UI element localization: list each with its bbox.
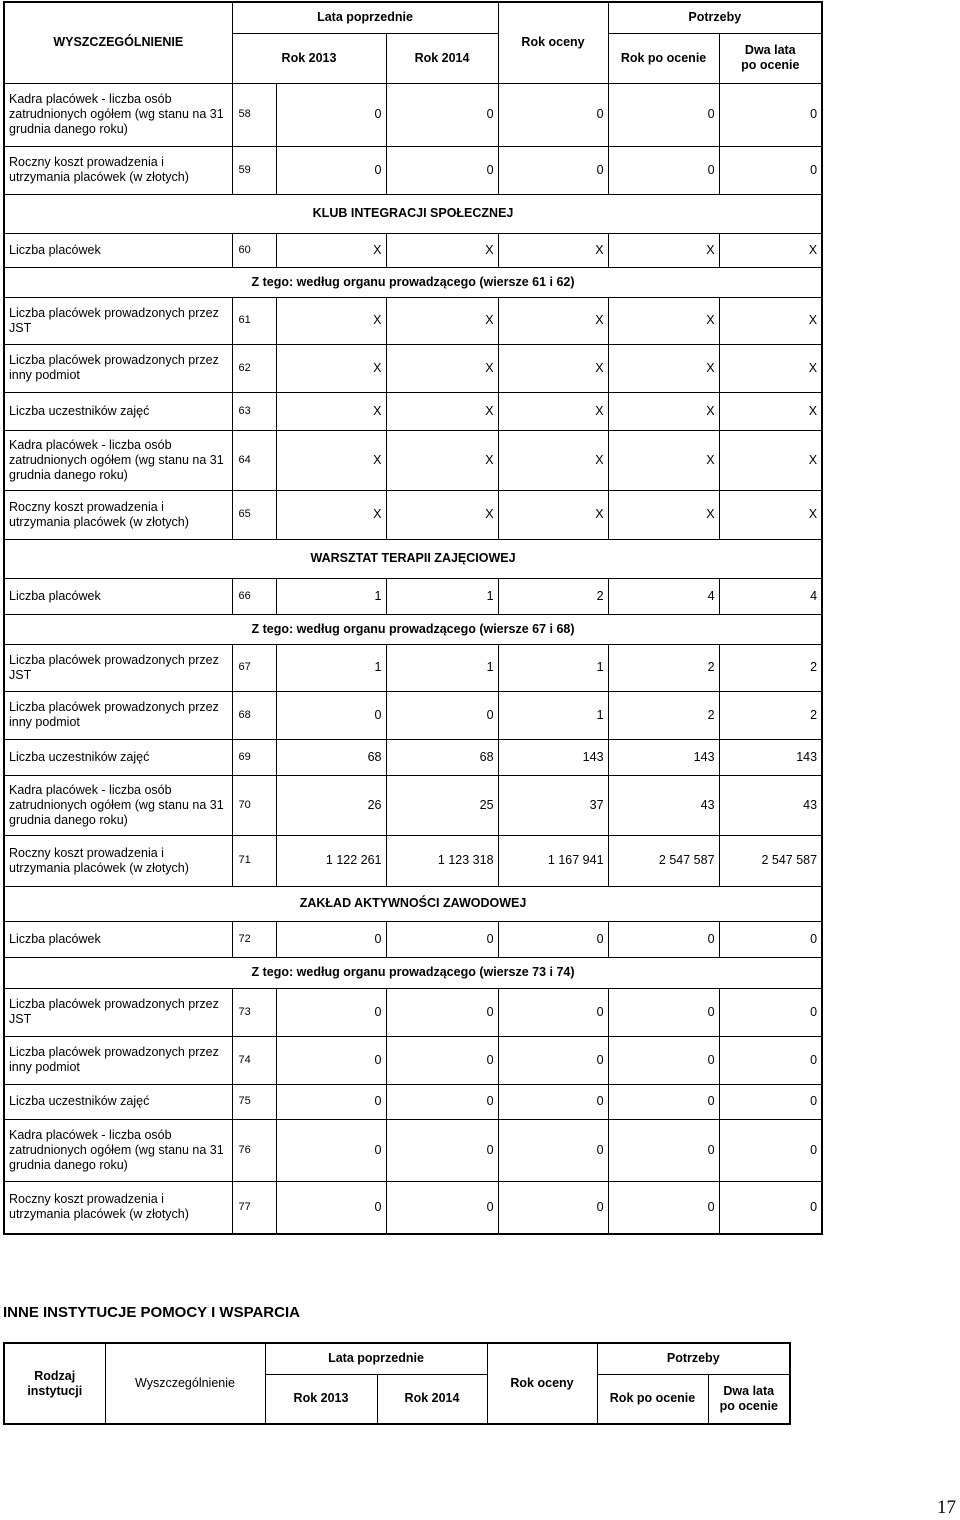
row-value: 0	[386, 921, 498, 957]
row-value: 68	[276, 739, 386, 775]
row-value: 0	[386, 691, 498, 739]
row-value: 0	[498, 1181, 608, 1234]
row-value: 0	[386, 83, 498, 146]
row-value: 0	[719, 1084, 822, 1119]
row-value: 0	[608, 1084, 719, 1119]
row-value: 4	[608, 578, 719, 614]
section-title: ZAKŁAD AKTYWNOŚCI ZAWODOWEJ	[4, 886, 822, 921]
row-number: 75	[232, 1084, 276, 1119]
subheader-row	[4, 267, 822, 297]
header-rok-2013-2: Rok 2013	[265, 1374, 377, 1424]
row-value: X	[276, 430, 386, 490]
row-value: 0	[276, 83, 386, 146]
header-dwa-lata-line2: po ocenie	[741, 58, 800, 72]
table-row	[4, 430, 822, 490]
row-number: 66	[232, 578, 276, 614]
row-value: 0	[276, 921, 386, 957]
header-wyszczegolnienie: WYSZCZEGÓLNIENIE	[4, 2, 232, 83]
row-value: 0	[276, 691, 386, 739]
row-value: X	[608, 392, 719, 430]
row-number: 58	[232, 83, 276, 146]
table-row	[4, 83, 822, 146]
row-value: 0	[608, 1119, 719, 1181]
row-number: 77	[232, 1181, 276, 1234]
row-label: Liczba placówek	[4, 921, 232, 957]
table-row	[4, 490, 822, 539]
header-lata-poprzednie-2: Lata poprzednie	[265, 1343, 487, 1374]
row-value: 0	[386, 1181, 498, 1234]
table-row	[4, 146, 822, 194]
row-value: X	[386, 297, 498, 344]
header-potrzeby-2: Potrzeby	[597, 1343, 790, 1374]
header-dwa-lata-line1: Dwa lata	[744, 43, 796, 57]
header-rok-2014: Rok 2014	[386, 33, 498, 83]
header-rok-po-ocenie: Rok po ocenie	[608, 33, 719, 83]
row-label: Liczba placówek prowadzonych przez inny podmiot	[4, 344, 232, 392]
row-value: X	[276, 392, 386, 430]
row-value: X	[719, 490, 822, 539]
row-label: Roczny koszt prowadzenia i utrzymania placówek (w złotych)	[4, 146, 232, 194]
row-label: Roczny koszt prowadzenia i utrzymania placówek (w złotych)	[4, 1181, 232, 1234]
header-dwa-lata-2-line1: Dwa lata	[723, 1383, 775, 1398]
row-number: 70	[232, 775, 276, 835]
table-row	[4, 739, 822, 775]
row-value: 1	[276, 578, 386, 614]
row-value: 4	[719, 578, 822, 614]
row-value: X	[608, 490, 719, 539]
row-label: Liczba placówek prowadzonych przez JST	[4, 644, 232, 691]
table-row	[4, 1036, 822, 1084]
row-label: Kadra placówek - liczba osób zatrudnionych ogółem (wg stanu na 31 grudnia danego roku)	[4, 775, 232, 835]
row-value: 0	[498, 1036, 608, 1084]
row-value: X	[719, 430, 822, 490]
table-row	[4, 297, 822, 344]
row-value: 2	[719, 691, 822, 739]
row-value: 0	[276, 1036, 386, 1084]
main-table-body	[4, 83, 822, 1234]
row-value: X	[498, 233, 608, 267]
row-value: 0	[719, 146, 822, 194]
row-value: 0	[719, 1036, 822, 1084]
section-title: WARSZTAT TERAPII ZAJĘCIOWEJ	[4, 539, 822, 578]
row-label: Liczba uczestników zajęć	[4, 739, 232, 775]
row-value: 1 122 261	[276, 835, 386, 886]
row-value: 0	[608, 1181, 719, 1234]
row-value: 0	[276, 146, 386, 194]
row-value: 0	[608, 988, 719, 1036]
row-number: 76	[232, 1119, 276, 1181]
row-value: 0	[386, 988, 498, 1036]
row-number: 64	[232, 430, 276, 490]
row-value: 0	[276, 1119, 386, 1181]
row-value: 0	[498, 921, 608, 957]
row-number: 67	[232, 644, 276, 691]
row-value: X	[608, 344, 719, 392]
row-value: 143	[719, 739, 822, 775]
row-value: 43	[719, 775, 822, 835]
table-row	[4, 1084, 822, 1119]
row-number: 71	[232, 835, 276, 886]
row-value: 2 547 587	[608, 835, 719, 886]
row-value: 0	[719, 921, 822, 957]
row-number: 62	[232, 344, 276, 392]
page-number: 17	[937, 1497, 956, 1518]
row-label: Liczba uczestników zajęć	[4, 392, 232, 430]
row-value: X	[608, 430, 719, 490]
row-value: 2	[608, 691, 719, 739]
row-value: 1	[498, 644, 608, 691]
table-row	[4, 988, 822, 1036]
subheader-text: Z tego: według organu prowadzącego (wiersze 73 i 74)	[4, 957, 822, 988]
row-number: 61	[232, 297, 276, 344]
row-number: 59	[232, 146, 276, 194]
row-value: X	[276, 490, 386, 539]
row-value: X	[386, 233, 498, 267]
row-value: X	[276, 344, 386, 392]
row-value: 0	[498, 83, 608, 146]
subheader-text: Z tego: według organu prowadzącego (wiersze 61 i 62)	[4, 267, 822, 297]
row-value: 0	[608, 921, 719, 957]
row-number: 69	[232, 739, 276, 775]
section-row	[4, 539, 822, 578]
row-value: 2	[498, 578, 608, 614]
header-rodzaj-line2: instytucji	[27, 1383, 83, 1398]
row-value: 143	[498, 739, 608, 775]
row-value: X	[386, 344, 498, 392]
section-row	[4, 194, 822, 233]
header-wyszczegolnienie-2: Wyszczególnienie	[105, 1343, 265, 1424]
header-dwa-lata	[719, 33, 822, 83]
row-value: 1	[386, 644, 498, 691]
header-rodzaj-instytucji	[4, 1343, 105, 1424]
row-value: 0	[719, 1181, 822, 1234]
row-label: Liczba placówek prowadzonych przez inny podmiot	[4, 691, 232, 739]
row-value: 0	[276, 1181, 386, 1234]
row-value: X	[498, 392, 608, 430]
row-label: Kadra placówek - liczba osób zatrudnionych ogółem (wg stanu na 31 grudnia danego roku)	[4, 1119, 232, 1181]
row-value: 0	[498, 1084, 608, 1119]
row-value: 0	[608, 146, 719, 194]
row-label: Liczba placówek prowadzonych przez JST	[4, 988, 232, 1036]
main-table	[3, 1, 823, 1235]
row-value: 26	[276, 775, 386, 835]
row-number: 68	[232, 691, 276, 739]
subheader-row	[4, 614, 822, 644]
row-value: X	[608, 233, 719, 267]
row-value: 2	[719, 644, 822, 691]
table-row	[4, 644, 822, 691]
row-value: 1	[276, 644, 386, 691]
row-value: 0	[719, 83, 822, 146]
header-rodzaj-line1: Rodzaj	[34, 1368, 76, 1383]
row-number: 73	[232, 988, 276, 1036]
table-row	[4, 578, 822, 614]
row-value: 1 123 318	[386, 835, 498, 886]
row-value: X	[498, 344, 608, 392]
table-row	[4, 344, 822, 392]
row-value: 0	[386, 1119, 498, 1181]
row-number: 63	[232, 392, 276, 430]
row-number: 65	[232, 490, 276, 539]
row-value: 1 167 941	[498, 835, 608, 886]
table-row	[4, 392, 822, 430]
row-value: 0	[719, 988, 822, 1036]
table-row	[4, 921, 822, 957]
header-rok-2014-2: Rok 2014	[377, 1374, 487, 1424]
row-value: X	[276, 297, 386, 344]
row-value: 0	[608, 1036, 719, 1084]
row-value: 0	[498, 1119, 608, 1181]
row-value: 0	[386, 1036, 498, 1084]
header-dwa-lata-2-line2: po ocenie	[719, 1398, 778, 1413]
header-potrzeby: Potrzeby	[608, 2, 822, 33]
subheader-row	[4, 957, 822, 988]
header-rok-oceny: Rok oceny	[498, 2, 608, 83]
section-title: KLUB INTEGRACJI SPOŁECZNEJ	[4, 194, 822, 233]
row-value: 25	[386, 775, 498, 835]
row-value: 0	[386, 1084, 498, 1119]
row-value: 143	[608, 739, 719, 775]
table-row	[4, 1181, 822, 1234]
row-number: 74	[232, 1036, 276, 1084]
row-value: 43	[608, 775, 719, 835]
row-value: 1	[386, 578, 498, 614]
row-value: X	[719, 344, 822, 392]
row-value: 68	[386, 739, 498, 775]
row-value: X	[498, 297, 608, 344]
header-dwa-lata-2	[708, 1374, 790, 1424]
row-value: X	[276, 233, 386, 267]
row-value: 37	[498, 775, 608, 835]
table-row	[4, 691, 822, 739]
row-label: Liczba placówek	[4, 578, 232, 614]
section-title-inne-instytucje: INNE INSTYTUCJE POMOCY I WSPARCIA	[3, 1304, 300, 1321]
table-row	[4, 775, 822, 835]
row-value: 0	[498, 988, 608, 1036]
row-value: X	[498, 490, 608, 539]
row-label: Roczny koszt prowadzenia i utrzymania placówek (w złotych)	[4, 490, 232, 539]
row-value: 0	[498, 146, 608, 194]
row-value: X	[608, 297, 719, 344]
row-label: Roczny koszt prowadzenia i utrzymania placówek (w złotych)	[4, 835, 232, 886]
table-row	[4, 233, 822, 267]
row-number: 60	[232, 233, 276, 267]
table-row	[4, 1119, 822, 1181]
row-label: Kadra placówek - liczba osób zatrudnionych ogółem (wg stanu na 31 grudnia danego roku)	[4, 430, 232, 490]
row-value: 1	[498, 691, 608, 739]
row-value: X	[719, 297, 822, 344]
subheader-text: Z tego: według organu prowadzącego (wiersze 67 i 68)	[4, 614, 822, 644]
row-label: Liczba placówek	[4, 233, 232, 267]
header-rok-po-ocenie-2: Rok po ocenie	[597, 1374, 708, 1424]
inne-instytucje-table	[3, 1342, 791, 1425]
section-row	[4, 886, 822, 921]
header-rok-2013: Rok 2013	[232, 33, 386, 83]
row-value: 2 547 587	[719, 835, 822, 886]
row-value: 0	[276, 1084, 386, 1119]
row-value: 0	[276, 988, 386, 1036]
table-row	[4, 835, 822, 886]
row-value: X	[386, 392, 498, 430]
row-label: Kadra placówek - liczba osób zatrudnionych ogółem (wg stanu na 31 grudnia danego roku)	[4, 83, 232, 146]
row-value: 0	[386, 146, 498, 194]
row-label: Liczba uczestników zajęć	[4, 1084, 232, 1119]
row-value: 0	[608, 83, 719, 146]
row-value: X	[719, 233, 822, 267]
row-value: X	[498, 430, 608, 490]
header-lata-poprzednie: Lata poprzednie	[232, 2, 498, 33]
header-rok-oceny-2: Rok oceny	[487, 1343, 597, 1424]
row-value: 2	[608, 644, 719, 691]
row-value: X	[386, 430, 498, 490]
row-value: 0	[719, 1119, 822, 1181]
row-value: X	[386, 490, 498, 539]
row-value: X	[719, 392, 822, 430]
row-number: 72	[232, 921, 276, 957]
row-label: Liczba placówek prowadzonych przez JST	[4, 297, 232, 344]
row-label: Liczba placówek prowadzonych przez inny podmiot	[4, 1036, 232, 1084]
